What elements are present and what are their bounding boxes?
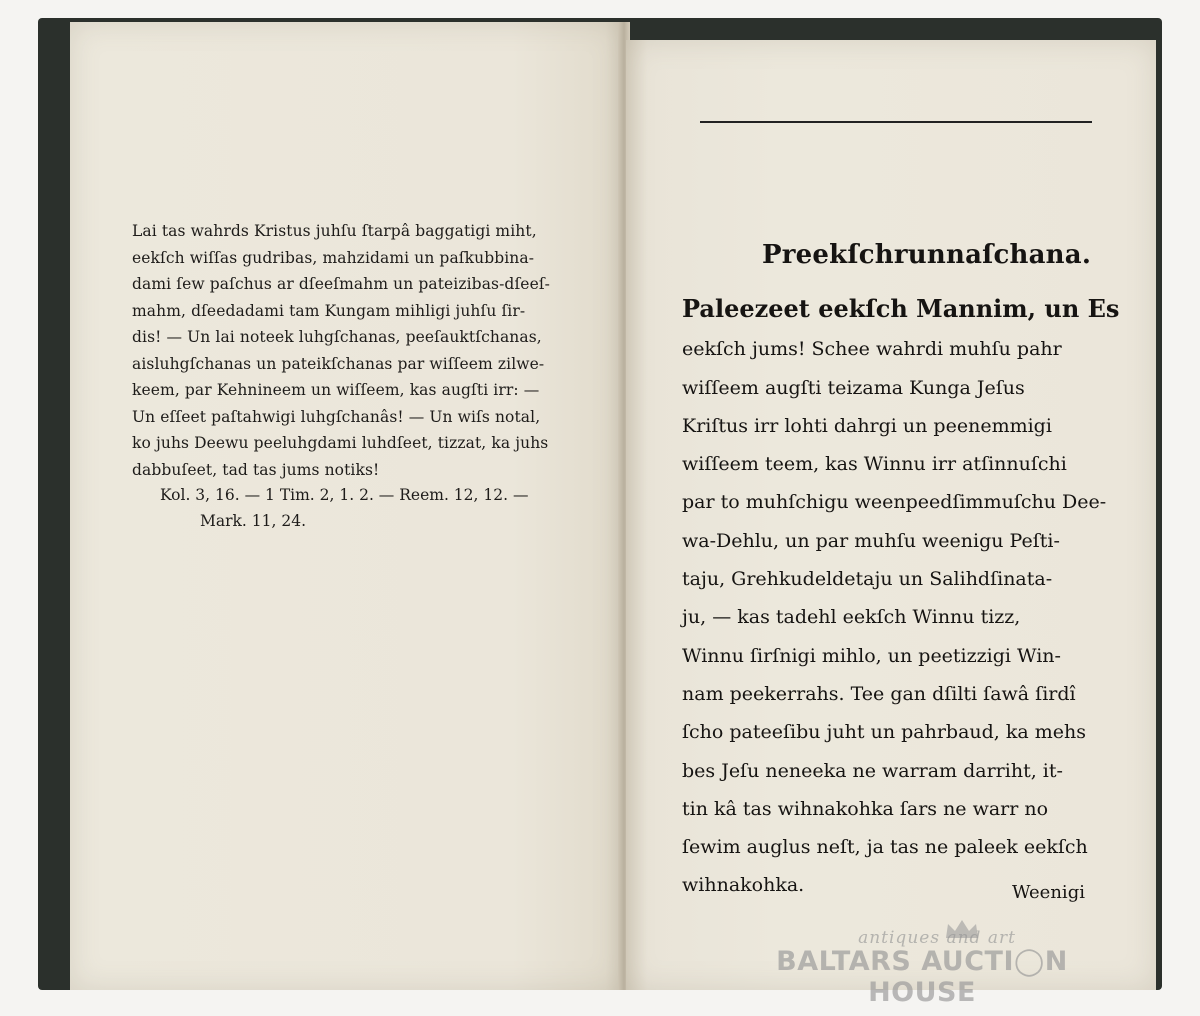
- text-line: wiſſeem augſti teizama Kunga Jeſus: [682, 376, 1025, 399]
- watermark-tagline: antiques and art: [858, 928, 1016, 948]
- reference-line: Mark. 11, 24.: [200, 512, 306, 530]
- text-line: bes Jeſu neneeka ne warram darriht, it-: [682, 759, 1063, 782]
- text-line: eekſch wiſſas gudribas, mahzidami un paſkubbina-: [132, 248, 535, 267]
- text-line: wiſſeem teem, kas Winnu irr atſinnuſchi: [682, 453, 1067, 476]
- text-line: par to muhſchigu weenpeedſimmuſchu Dee-: [682, 491, 1107, 514]
- chapter-title: Preekſchrunnaſchana.: [762, 240, 1092, 270]
- text-line: dabbuſeet, tad tas jums notiks!: [132, 460, 380, 479]
- text-line: Winnu ſirſnigi mihlo, un peetizzigi Win-: [682, 644, 1061, 667]
- text-line: wa-Dehlu, un par muhſu weenigu Peſti-: [682, 529, 1060, 552]
- reference-line: Kol. 3, 16. — 1 Tim. 2, 1. 2. — Reem. 12, 12. —: [160, 486, 529, 504]
- right-page-text: [682, 290, 1120, 905]
- text-line: keem, par Kehnineem un wiſſeem, kas augſti irr: —: [132, 381, 540, 399]
- text-line: Kriſtus irr lohti dahrgi un peenemmigi: [682, 414, 1052, 437]
- text-line: wihnakohka.: [682, 874, 805, 897]
- text-line: dami ſew paſchus ar dſeeſmahm un pateizibas-dſeeſ-: [132, 275, 551, 293]
- text-line: Un eſſeet paſtahwigi luhgſchanâs! — Un wiſs notal,: [132, 407, 541, 426]
- first-line: Paleezeet eekſch Mannim, un Es: [682, 294, 1120, 323]
- watermark: [722, 928, 1122, 1008]
- text-line: mahm, dſeedadami tam Kungam mihligi juhſu ſir-: [132, 301, 526, 320]
- text-line: eekſch jums! Schee wahrdi muhſu pahr: [682, 338, 1062, 361]
- text-line: ju, — kas tadehl eekſch Winnu tizz,: [682, 606, 1021, 629]
- scripture-references: [160, 482, 528, 534]
- text-line: dis! — Un lai noteek luhgſchanas, peeſauktſchanas,: [132, 328, 542, 346]
- header-rule: [700, 121, 1092, 123]
- text-line: aisluhgſchanas un pateikſchanas par wiſſeem zilwe-: [132, 354, 545, 373]
- text-line: Lai tas wahrds Kristus juhſu ſtarpâ baggatigi miht,: [132, 222, 537, 240]
- text-line: [682, 290, 1120, 330]
- text-line: ſcho pateeſibu juht un pahrbaud, ka mehs: [682, 721, 1087, 744]
- text-line: nam peekerrahs. Tee gan dſilti ſawâ ſirdî: [682, 682, 1076, 705]
- text-line: ſewim auglus neſt, ja tas ne paleek eekſch: [682, 836, 1088, 859]
- watermark-brand: BALTARS AUCTI◯N HOUSE: [776, 946, 1068, 1008]
- catchword: Weenigi: [1012, 882, 1085, 903]
- text-line: taju, Grehkudeldetaju un Salihdſinata-: [682, 568, 1053, 591]
- text-line: tin kâ tas wihnakohka ſars ne warr no: [682, 797, 1049, 820]
- left-page-text: [132, 218, 562, 483]
- text-line: ko juhs Deewu peeluhgdami luhdſeet, tizzat, ka juhs: [132, 434, 549, 452]
